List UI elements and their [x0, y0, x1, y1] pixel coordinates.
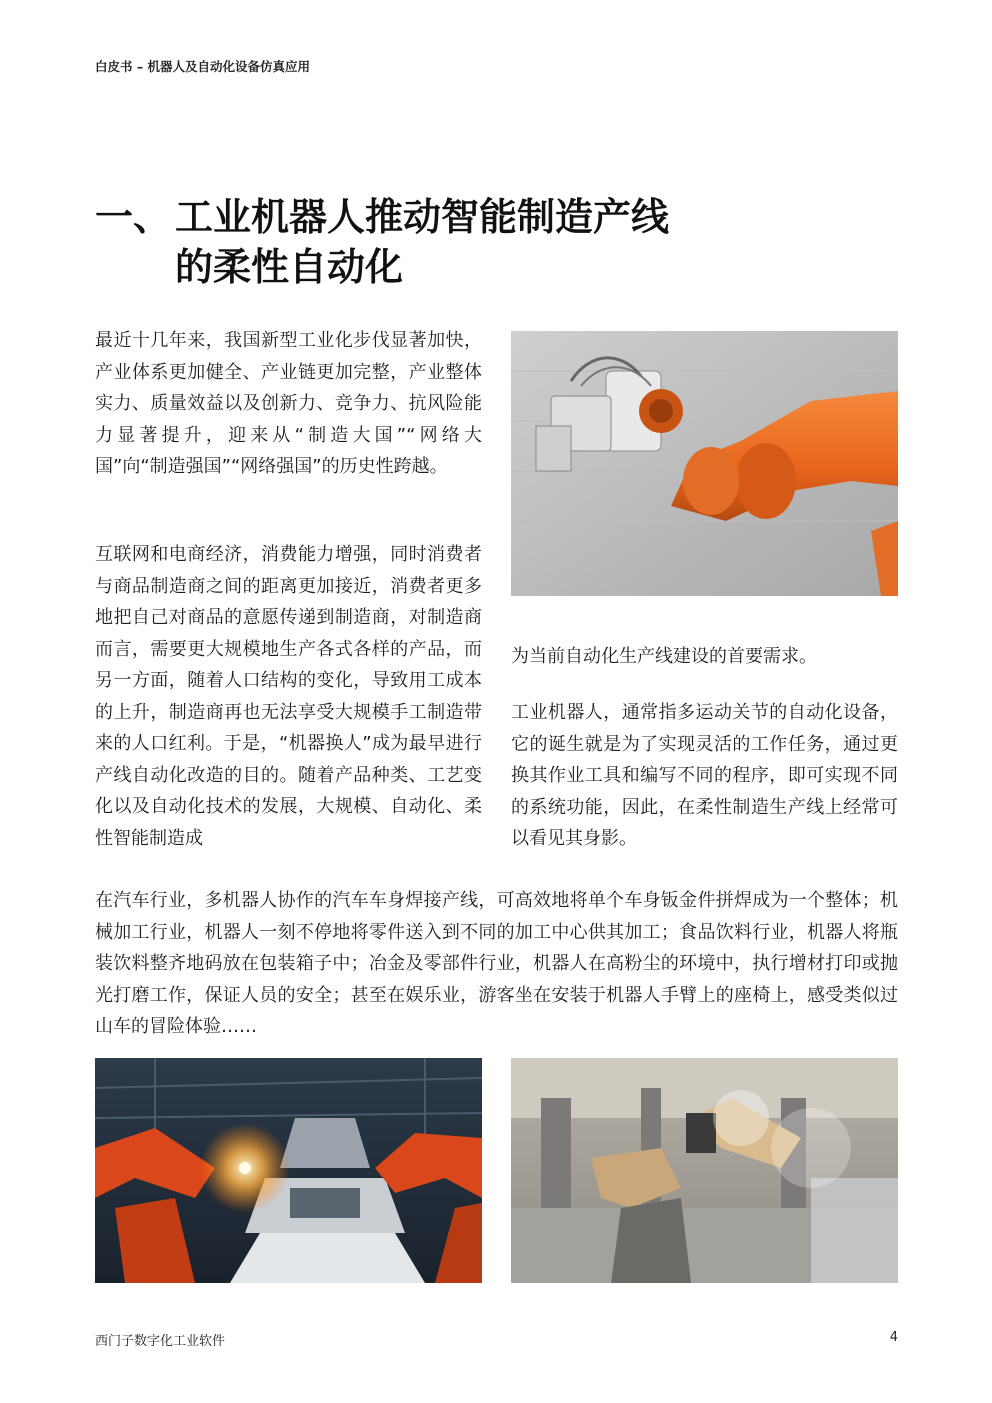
paragraph-industrialization: 最近十几年来，我国新型工业化步伐显著加快，产业体系更加健全、产业链更加完整，产业整体实力、质量效益以及创新力、竞争力、抗风险能力显著提升，迎来从“制造大国”“网络大国”向“制造强国”“网络强国”的历史性跨越。 — [95, 330, 482, 477]
section-title — [95, 192, 895, 292]
robot-arm-image — [511, 331, 898, 596]
car-welding-line-image — [95, 1058, 482, 1283]
factory-robot-image — [511, 1058, 898, 1283]
paragraph-industrial-robot: 工业机器人，通常指多运动关节的自动化设备，它的诞生就是为了实现灵活的工作任务，通过更换其作业工具和编写不同的程序，即可实现不同的系统功能，因此，在柔性制造生产线上经常可以看见其身影。 — [511, 702, 898, 849]
running-header: 白皮书 – 机器人及自动化设备仿真应用 — [95, 59, 310, 74]
section-number: 一、 — [95, 195, 172, 239]
paragraph-ecommerce: 互联网和电商经济，消费能力增强，同时消费者与商品制造商之间的距离更加接近，消费者更多地把自己对商品的意愿传递到制造商，对制造商而言，需要更大规模地生产各式各样的产品，而另一方面，随着人口结构的变化，导致用工成本的上升，制造商再也无法享受大规模手工制造带来的人口红利。于是，“机器换人”成为最早进行产线自动化改造的目的。随着产品种类、工艺变化以及自动化技术的发展，大规模、自动化、柔性智能制造成 — [95, 544, 482, 849]
title-line-1: 工业机器人推动智能制造产线 — [175, 195, 670, 239]
footer-company: 西门子数字化工业软件 — [95, 1334, 226, 1349]
title-line-2: 的柔性自动化 — [175, 245, 404, 289]
page-number: 4 — [889, 1330, 898, 1345]
paragraph-flexible-demand: 为当前自动化生产线建设的首要需求。 — [511, 646, 817, 667]
paragraph-industries: 在汽车行业，多机器人协作的汽车车身焊接产线，可高效地将单个车身钣金件拼焊成为一个整体；机械加工行业，机器人一刻不停地将零件送入到不同的加工中心供其加工；食品饮料行业，机器人将瓶装饮料整齐地码放在包装箱子中；冶金及零部件行业，机器人在高粉尘的环境中，执行增材打印或抛光打磨工作，保证人员的安全；甚至在娱乐业，游客坐在安装于机器人手臂上的座椅上，感受类似过山车的冒险体验…… — [95, 890, 898, 1037]
